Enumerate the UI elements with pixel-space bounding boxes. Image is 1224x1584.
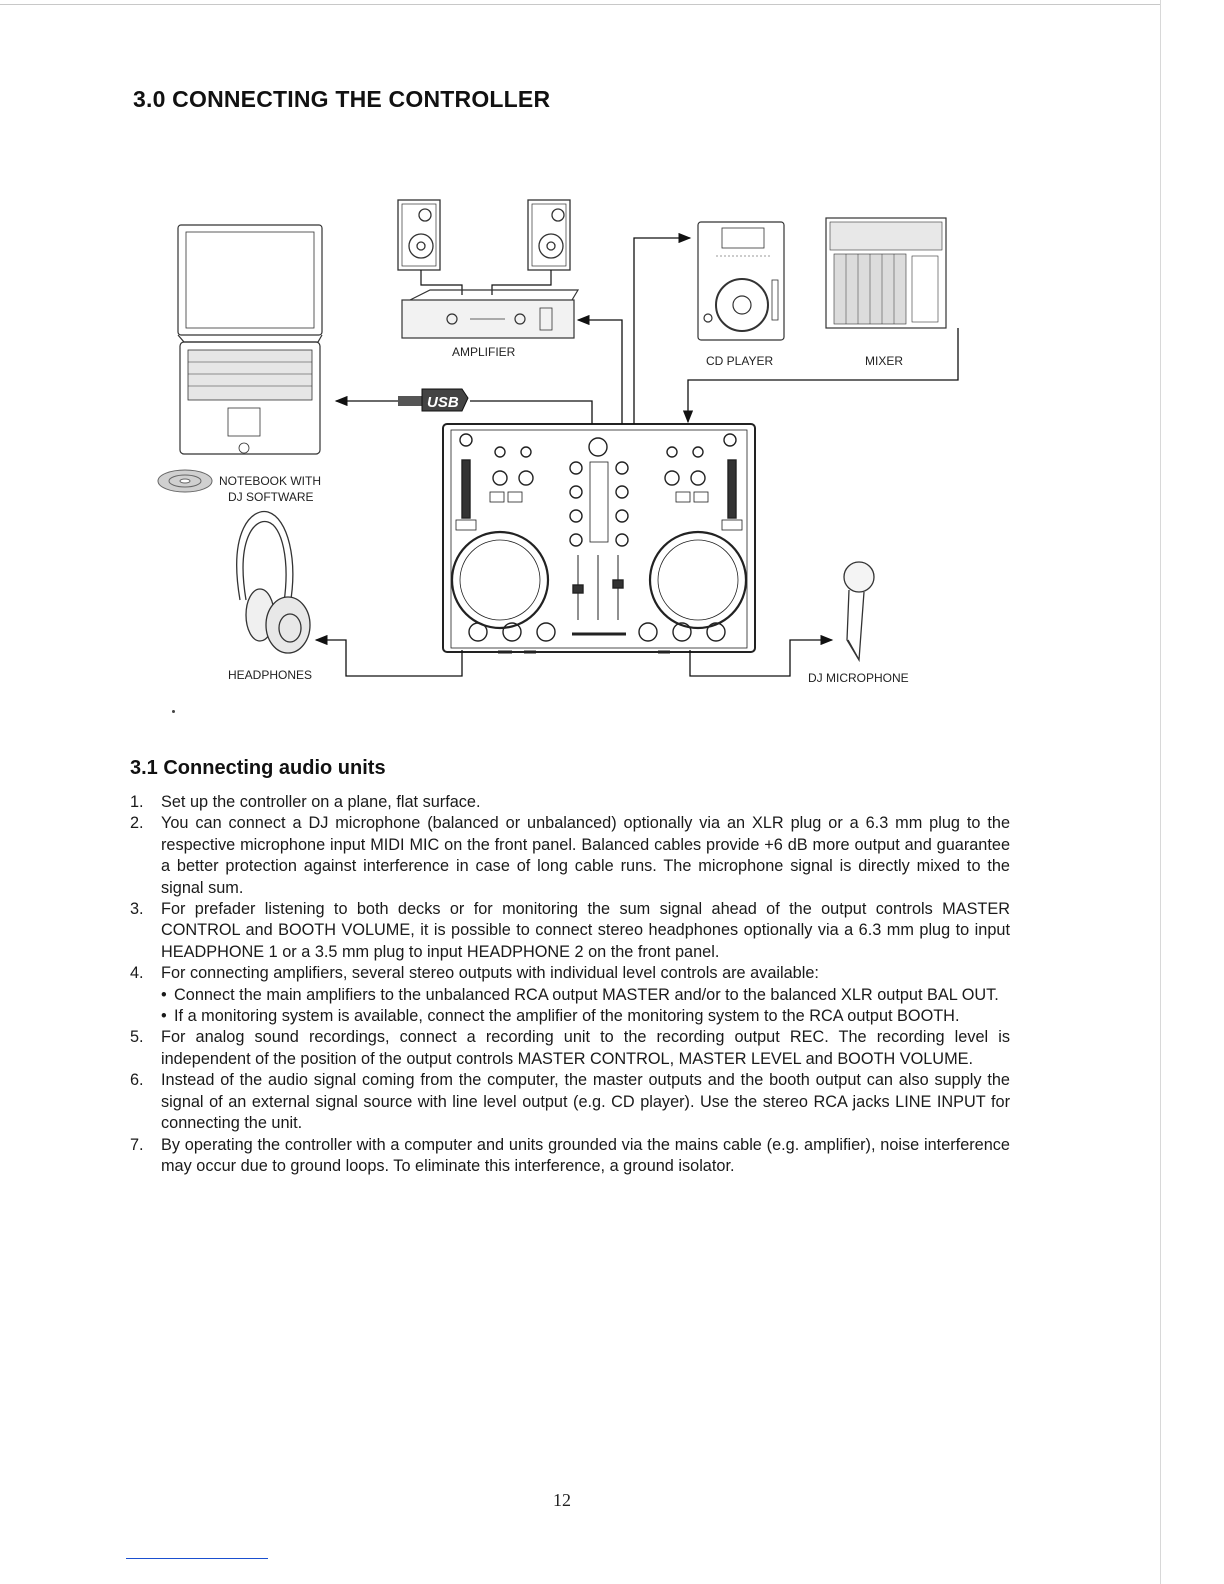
amplifier-label: AMPLIFIER: [452, 345, 516, 359]
step-item: [130, 1135, 1010, 1178]
subitem-text: Connect the main amplifiers to the unbalanced RCA output MASTER and/or to the balanced XLR output BAL OUT.: [174, 985, 999, 1004]
microphone-illustration: [844, 562, 874, 660]
connection-diagram: [0, 190, 1000, 700]
cd-player-illustration: [698, 222, 784, 340]
step-subitem: [161, 1006, 1010, 1027]
step-number: 2.: [130, 814, 144, 833]
connection-steps-list: [130, 792, 1010, 1177]
step-text: Set up the controller on a plane, flat surface.: [161, 793, 481, 811]
mixer-label: MIXER: [865, 354, 904, 368]
section-title: 3.0 CONNECTING THE CONTROLLER: [133, 86, 551, 112]
step-text: You can connect a DJ microphone (balanced or unbalanced) optionally via an XLR plug or a 6.3 mm plug to the respective microphone input MIDI MIC on the front panel. Balanced cables provide +6 dB more output and guarantee a better protection against interference in case of long cable runs. The microphone signal is directly mixed to the signal sum.: [161, 814, 1010, 897]
step-number: 4.: [130, 964, 144, 983]
cd-disc-icon: [158, 470, 212, 492]
usb-label: USB: [427, 394, 459, 411]
step-text: For analog sound recordings, connect a recording unit to the recording output REC. The recording level is independent of the position of the output controls MASTER CONTROL, MASTER LEVEL and BOOTH VOLUME.: [161, 1028, 1010, 1068]
step-text: For prefader listening to both decks or for monitoring the sum signal ahead of the output controls MASTER CONTROL and BOOTH VOLUME, it is possible to connect stereo headphones optionally via a 6.3 mm plug to input HEADPHONE 1 or a 3.5 mm plug to input HEADPHONE 2 on the front panel.: [161, 900, 1010, 961]
step-item: [130, 963, 1010, 1027]
step-item: [130, 1070, 1010, 1134]
bullet: •: [161, 1007, 167, 1026]
headphones-illustration: [237, 512, 310, 653]
top-border-line: [0, 4, 1160, 5]
notebook-label-line1: NOTEBOOK WITH: [219, 474, 321, 488]
bullet: •: [161, 985, 167, 1004]
speaker-left: [398, 200, 440, 270]
usb-plug-icon: [398, 389, 468, 411]
headphones-label: HEADPHONES: [228, 668, 313, 682]
step-number: 1.: [130, 793, 144, 811]
subsection-title: 3.1 Connecting audio units: [130, 757, 386, 779]
right-border-line: [1160, 0, 1161, 1584]
bottom-rule: [126, 1558, 268, 1559]
dj-controller-illustration: [443, 424, 755, 652]
step-text: For connecting amplifiers, several stereo outputs with individual level controls are available:: [161, 964, 819, 983]
stray-dot: [172, 710, 175, 713]
step-number: 3.: [130, 900, 144, 919]
page-number: 12: [553, 1490, 571, 1510]
step-subitems: [161, 985, 1010, 1028]
step-item: [130, 899, 1010, 963]
notebook-label-line2: DJ SOFTWARE: [228, 490, 314, 504]
step-item: [130, 792, 1010, 813]
subitem-text: If a monitoring system is available, connect the amplifier of the monitoring system to the RCA output BOOTH.: [174, 1007, 960, 1026]
step-text: By operating the controller with a computer and units grounded via the mains cable (e.g. amplifier), noise interference may occur due to ground loops. To eliminate this interference, a ground isolator.: [161, 1135, 1010, 1175]
amplifier-illustration: [402, 290, 578, 338]
step-text: Instead of the audio signal coming from the computer, the master outputs and the booth output can also supply the signal of an external signal source with line level output (e.g. CD player). Use the stereo RCA jacks LINE INPUT for connecting the unit.: [161, 1071, 1010, 1133]
step-subitem: [161, 985, 1010, 1006]
step-item: [130, 1027, 1010, 1070]
step-number: 6.: [130, 1071, 144, 1090]
notebook-illustration: [178, 225, 322, 454]
mixer-illustration: [826, 218, 946, 328]
step-item: [130, 813, 1010, 899]
dj-microphone-label: DJ MICROPHONE: [808, 671, 909, 685]
speaker-right: [528, 200, 570, 270]
cd-player-label: CD PLAYER: [706, 354, 774, 368]
step-number: 7.: [130, 1135, 144, 1154]
step-number: 5.: [130, 1028, 144, 1047]
